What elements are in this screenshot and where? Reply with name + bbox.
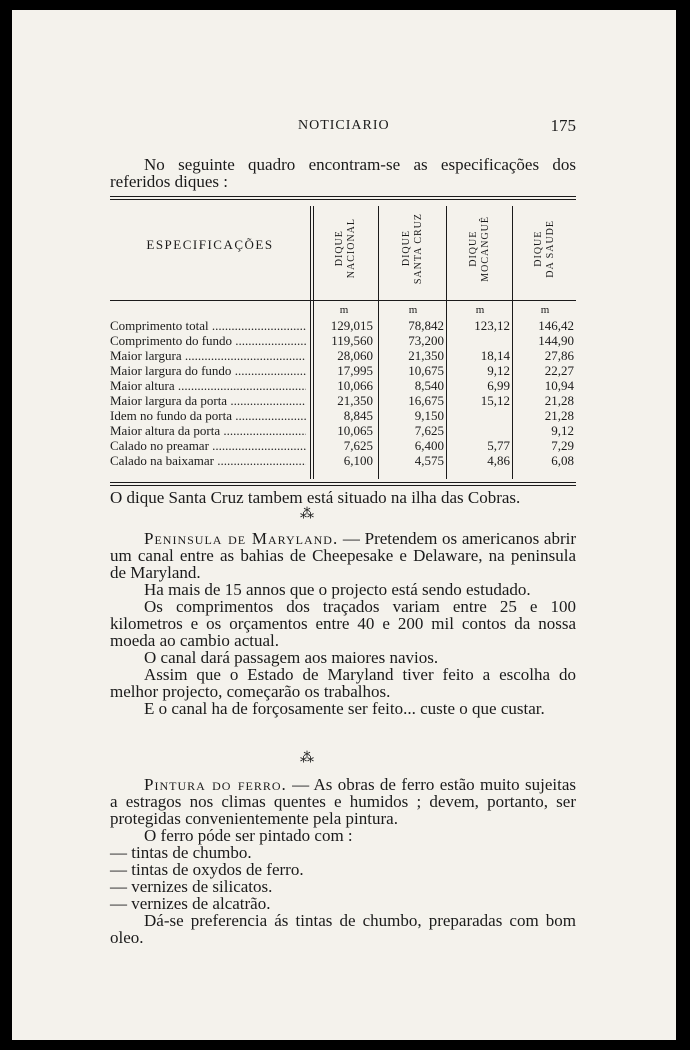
- table-top-rule: [110, 196, 576, 197]
- table-row: Maior largura ..... 28,060 21,350 18,14 27,86: [110, 348, 576, 363]
- table-header-rule: [110, 300, 576, 301]
- table-row: Maior largura do fundo ..... 17,995 10,675 9,12 22,27: [110, 363, 576, 378]
- specifications-table: [110, 196, 576, 486]
- column-header-saude: DIQUE DA SAUDE: [533, 219, 556, 278]
- specifications-header: ESPECIFICAÇÕES: [146, 237, 274, 252]
- section-title-maryland: Peninsula de Maryland.: [144, 529, 339, 548]
- section-pintura: Pintura do ferro. — As obras de ferro estão muito sujeitas a estragos nos climas quentes e humidos ; devem, portanto, ser protegidas convenientemente pela pintura. O ferro póde ser pintado com : — tintas de chumbo. — tintas de oxydos de ferro. — vernizes de silicatos. — vernizes de alcatrão. Dá-se preferencia ás tintas de chumbo, preparadas com bom oleo.: [110, 775, 576, 947]
- section-separator-2: ⁂: [300, 751, 312, 766]
- units-row: m m m m: [339, 304, 550, 316]
- intro-paragraph: No seguinte quadro encontram-se as especificações dos referidos diques :: [110, 155, 576, 191]
- table-row: Maior altura da porta ..... 10,065 7,625 9,12: [110, 423, 576, 438]
- after-table-sentence: O dique Santa Cruz tambem está situado na ilha das Cobras.: [110, 488, 521, 507]
- table-row: Maior largura da porta ..... 21,350 16,675 15,12 21,28: [110, 393, 576, 408]
- column-header-mocangue: DIQUE MOCANGUÊ: [467, 215, 491, 282]
- table-row: Calado no preamar ..... 7,625 6,400 5,77 7,29: [110, 438, 576, 453]
- table-row: Comprimento total ..... 129,015 78,842 123,12 146,42: [110, 318, 576, 333]
- section-maryland: Peninsula de Maryland. — Pretendem os americanos abrir um canal entre as bahias de Cheepesake e Delaware, na peninsula de Maryland. Ha mais de 15 annos que o projecto está sendo estudado. Os comprimentos dos traçados variam entre 25 e 100 kilometros e os orçamentos entre 40 e 200 mil contos da nossa moeda ao cambio actual. O canal dará passagem aos maiores navios. Assim que o Estado de Maryland tiver feito a escolha do melhor projecto, começarão os trabalhos. E o canal ha de forçosamente ser feito... custe o que custar.: [110, 529, 577, 718]
- table-bottom-rule-2: [110, 485, 576, 486]
- table-row: Comprimento do fundo ..... 119,560 73,200 144,90: [110, 333, 576, 348]
- column-header-nacional: DIQUE NACIONAL: [334, 218, 357, 279]
- table-top-rule-2: [110, 199, 576, 200]
- section-title-pintura: Pintura do ferro.: [144, 775, 287, 794]
- table-row: Maior altura ..... 10,066 8,540 6,99 10,94: [110, 378, 576, 393]
- table-row: Idem no fundo da porta ..... 8,845 9,150 21,28: [110, 408, 576, 423]
- section-separator: ⁂: [300, 507, 312, 522]
- table-row: Calado na baixamar ..... 6,100 4,575 4,86 6,08: [110, 453, 576, 468]
- column-header-santa-cruz: DIQUE SANTA CRUZ: [400, 212, 424, 285]
- page-number: 175: [550, 116, 576, 135]
- header-title: NOTICIARIO: [298, 118, 390, 133]
- table-bottom-rule: [110, 482, 576, 483]
